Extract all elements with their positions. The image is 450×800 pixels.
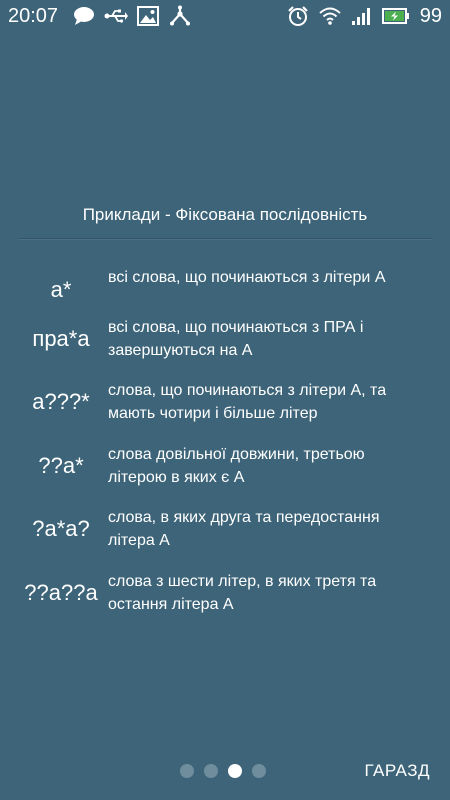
example-row — [0, 379, 450, 435]
example-description-line: всі слова, що починаються з ПРА і — [108, 319, 364, 336]
example-description-line: літерою в яких є А — [108, 469, 245, 486]
example-description — [108, 570, 428, 616]
page-dot[interactable] — [180, 764, 194, 778]
status-time: 20:07 — [8, 4, 59, 27]
example-pattern: пра*а — [32, 326, 90, 351]
example-row — [0, 570, 450, 626]
example-row — [0, 316, 450, 372]
page-title: Приклади - Фіксована послідовність — [82, 205, 368, 224]
example-description — [108, 379, 428, 425]
example-description — [108, 266, 428, 289]
example-description-line: мають чотири і більше літер — [108, 405, 318, 422]
example-pattern: ??а??а — [24, 580, 98, 605]
example-description-line: слова, що починаються з літери А, та — [108, 382, 387, 399]
ok-button[interactable]: ГАРАЗД — [364, 758, 430, 784]
example-description-line: літера А — [108, 532, 170, 549]
example-description — [108, 506, 428, 552]
example-pattern: ?а*а? — [32, 516, 90, 541]
example-row — [0, 443, 450, 499]
page-dot-active[interactable] — [228, 764, 242, 778]
example-row — [0, 262, 450, 318]
battery-level: 99 — [419, 4, 442, 27]
page-dot[interactable] — [204, 764, 218, 778]
status-bar — [0, 0, 450, 32]
wifi-icon — [318, 4, 342, 28]
page-dot[interactable] — [252, 764, 266, 778]
example-description — [108, 316, 428, 362]
example-pattern: ??а* — [38, 453, 84, 478]
status-right — [286, 4, 442, 28]
share-icon — [168, 4, 192, 28]
chat-icon — [72, 4, 96, 28]
usb-icon — [104, 4, 128, 28]
example-description-line: завершуються на А — [108, 342, 253, 359]
example-description-line: остання літера А — [108, 596, 234, 613]
status-left — [8, 4, 192, 28]
example-description — [108, 443, 428, 489]
divider — [18, 238, 432, 240]
page-indicator — [180, 764, 266, 778]
example-row — [0, 506, 450, 562]
alarm-icon — [286, 4, 310, 28]
example-pattern: а???* — [32, 389, 90, 414]
example-description-line: всі слова, що починаються з літери А — [108, 269, 386, 286]
image-icon — [136, 4, 160, 28]
example-description-line: слова з шести літер, в яких третя та — [108, 573, 377, 590]
battery-icon — [382, 4, 410, 28]
example-pattern: а* — [50, 277, 72, 302]
example-description-line: слова довільної довжини, третьою — [108, 446, 365, 463]
signal-icon — [350, 4, 374, 28]
example-description-line: слова, в яких друга та передостання — [108, 509, 380, 526]
